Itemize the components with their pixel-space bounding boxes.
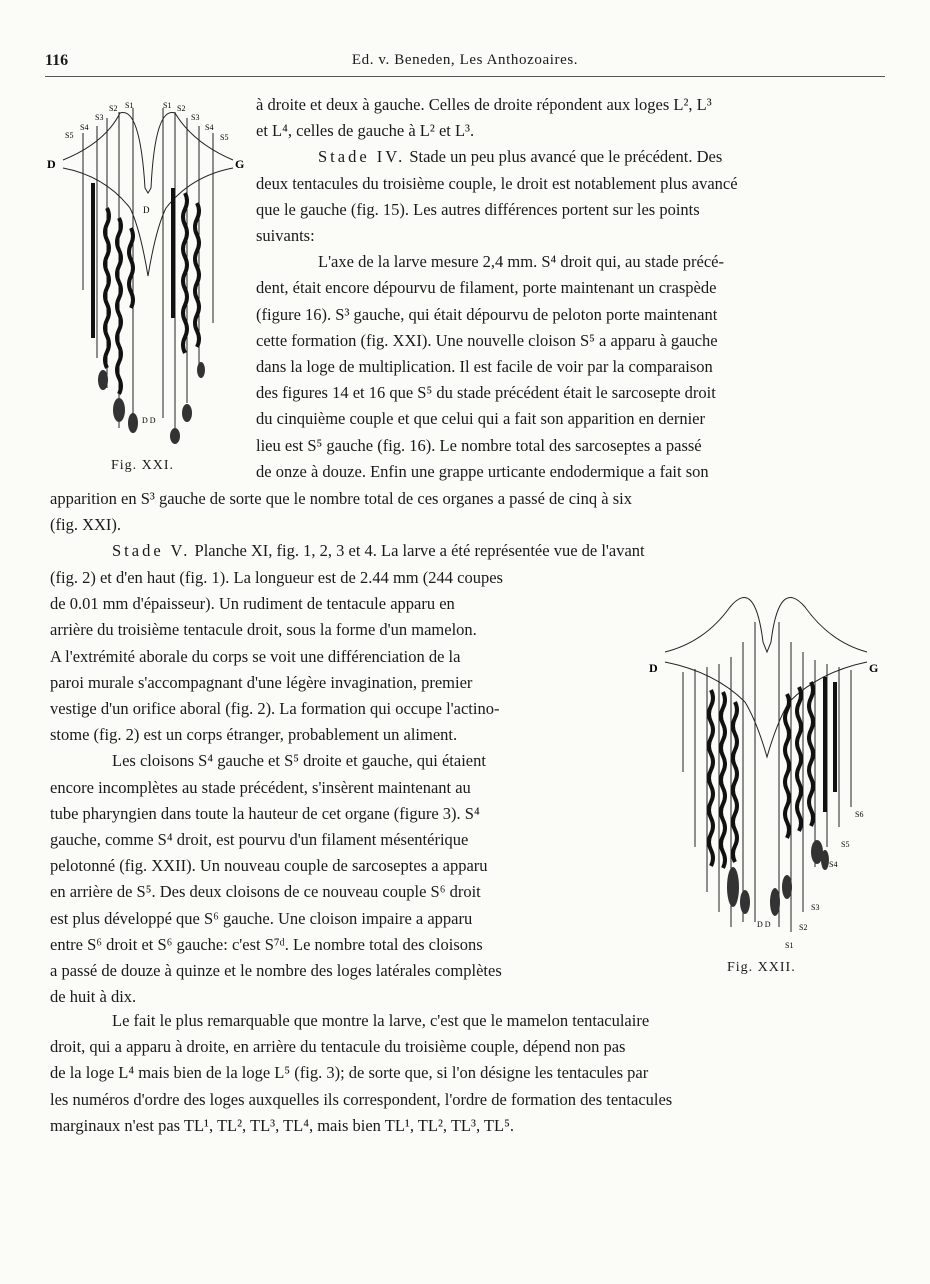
line: Les cloisons S⁴ gauche et S⁵ droite et gauche, qui étaient	[112, 751, 486, 771]
fig21-top-label: S5	[65, 131, 74, 140]
fig21-side-left: D	[47, 157, 56, 171]
text-block-full-1	[50, 486, 885, 565]
stade-v-title: Stade V.	[112, 541, 191, 561]
fig22-side-right: G	[869, 661, 879, 675]
fig21-top-label: S1	[163, 101, 172, 110]
line: arrière du troisième tentacule droit, sous la forme d'un mamelon.	[50, 620, 477, 640]
figure-xxi	[45, 98, 250, 483]
figure-xxii	[645, 582, 885, 980]
line: (figure 16). S³ gauche, qui était dépourvu de peloton porte maintenant	[256, 304, 718, 324]
running-head: Ed. v. Beneden, Les Anthozoaires.	[351, 52, 579, 68]
fig22-side-label: S3	[811, 903, 820, 912]
fig21-top-label: S3	[95, 113, 104, 122]
line: paroi murale s'accompagnant d'une légère invagination, premier	[50, 672, 473, 692]
figure-xxi-drawing	[45, 98, 250, 468]
fig22-side-left: D	[649, 661, 658, 675]
line: stome (fig. 2) est un corps étranger, probablement un aliment.	[50, 725, 458, 745]
stade-iv-line	[256, 144, 885, 170]
fig22-side-label: S2	[799, 923, 808, 932]
figure-xxii-drawing	[645, 582, 885, 957]
fig21-top-label: S2	[177, 104, 186, 113]
fig21-bottom-labels: D D	[142, 416, 156, 425]
line: Le fait le plus remarquable que montre la larve, c'est que le mamelon tentaculaire	[112, 1011, 650, 1030]
line: de onze à douze. Enfin une grappe urticante endodermique a fait son	[256, 461, 709, 481]
line: lieu est S⁵ gauche (fig. 16). Le nombre total des sarcoseptes a passé	[256, 435, 702, 455]
fig21-top-label: S2	[109, 104, 118, 113]
line: dent, était encore dépourvu de filament, porte maintenant un craspède	[256, 278, 717, 298]
fig21-top-label: S5	[220, 133, 229, 142]
line: cette formation (fig. XXI). Une nouvelle cloison S⁵ a apparu à gauche	[256, 330, 718, 350]
line: et L⁴, celles de gauche à L² et L³.	[256, 121, 475, 141]
line: vestige d'un orifice aboral (fig. 2). La formation qui occupe l'actino-	[50, 699, 500, 719]
line: suivants:	[256, 226, 315, 246]
line: droit, qui a apparu à droite, en arrière du tentacule du troisième couple, dépend non pas	[50, 1037, 626, 1057]
fig21-side-right: G	[235, 157, 245, 171]
fig21-top-label: S4	[205, 123, 214, 132]
line: (fig. XXI).	[50, 515, 122, 535]
line: de la loge L⁴ mais bien de la loge L⁵ (fig. 3); de sorte que, si l'on désigne les tentacules par	[50, 1063, 649, 1083]
fig21-caption: Fig. XXI.	[111, 458, 175, 473]
line: (fig. 2) et d'en haut (fig. 1). La longueur est de 2.44 mm (244 coupes	[50, 568, 503, 587]
fig21-top-label: S3	[191, 113, 200, 122]
line: deux tentacules du troisième couple, le droit est notablement plus avancé	[256, 173, 738, 193]
line: à droite et deux à gauche. Celles de droite répondent aux loges L², L³	[256, 95, 712, 114]
line: tube pharyngien dans toute la hauteur de cet organe (figure 3). S⁴	[50, 803, 480, 823]
line: pelotonné (fig. XXII). Un nouveau couple de sarcoseptes a apparu	[50, 856, 488, 876]
line: que le gauche (fig. 15). Les autres différences portent sur les points	[256, 199, 700, 219]
line: entre S⁶ droit et S⁶ gauche: c'est S⁷ᵈ. Le nombre total des cloisons	[50, 934, 483, 954]
stade-v-line	[50, 538, 885, 564]
text-block-full-2	[50, 1008, 885, 1139]
line: du cinquième couple et que celui qui a fait son apparition en dernier	[256, 409, 706, 429]
line: est plus développé que S⁶ gauche. Une cloison impaire a apparu	[50, 908, 473, 928]
fig21-top-label: S1	[125, 101, 134, 110]
fig22-side-label: S1	[785, 941, 794, 950]
fig22-side-label: S4	[829, 860, 838, 869]
fig22-caption: Fig. XXII.	[727, 960, 796, 975]
fig22-bottom-labels: D D	[757, 920, 771, 929]
line: des figures 14 et 16 que S⁵ du stade précédent était le sarcosepte droit	[256, 383, 716, 403]
text-block-left-of-fig22	[50, 565, 635, 1010]
line: de huit à dix.	[50, 987, 137, 1007]
fig21-inner-label: D	[143, 205, 150, 215]
line: dans la loge de multiplication. Il est facile de voir par la comparaison	[256, 357, 713, 377]
line: A l'extrémité aborale du corps se voit une différenciation de la	[50, 646, 461, 666]
line: en arrière de S⁵. Des deux cloisons de ce nouveau couple S⁶ droit	[50, 882, 481, 902]
line: gauche, comme S⁴ droit, est pourvu d'un filament mésentérique	[50, 830, 469, 850]
line: de 0.01 mm d'épaisseur). Un rudiment de tentacule apparu en	[50, 594, 455, 614]
line-text: Stade un peu plus avancé que le précédent. Des	[409, 147, 723, 167]
line: marginaux n'est pas TL¹, TL², TL³, TL⁴, mais bien TL¹, TL², TL³, TL⁵.	[50, 1115, 514, 1135]
page-header	[45, 52, 885, 77]
stade-iv-title: Stade IV.	[318, 147, 406, 167]
fig22-side-label: S5	[841, 840, 850, 849]
line-text: Planche XI, fig. 1, 2, 3 et 4. La larve a été représentée vue de l'avant	[194, 541, 645, 561]
fig22-side-label: S6	[855, 810, 864, 819]
line: les numéros d'ordre des loges auxquelles ils correspondent, l'ordre de formation des tentacules	[50, 1089, 673, 1109]
fig21-top-label: S4	[80, 123, 89, 132]
line: encore incomplètes au stade précédent, s'insèrent maintenant au	[50, 777, 471, 797]
line: apparition en S³ gauche de sorte que le nombre total de ces organes a passé de cinq à six	[50, 489, 632, 508]
line: L'axe de la larve mesure 2,4 mm. S⁴ droit qui, au stade précé-	[318, 252, 724, 272]
line: a passé de douze à quinze et le nombre des loges latérales complètes	[50, 961, 502, 981]
text-block-right-of-fig21	[256, 92, 885, 485]
page-number: 116	[45, 52, 69, 69]
